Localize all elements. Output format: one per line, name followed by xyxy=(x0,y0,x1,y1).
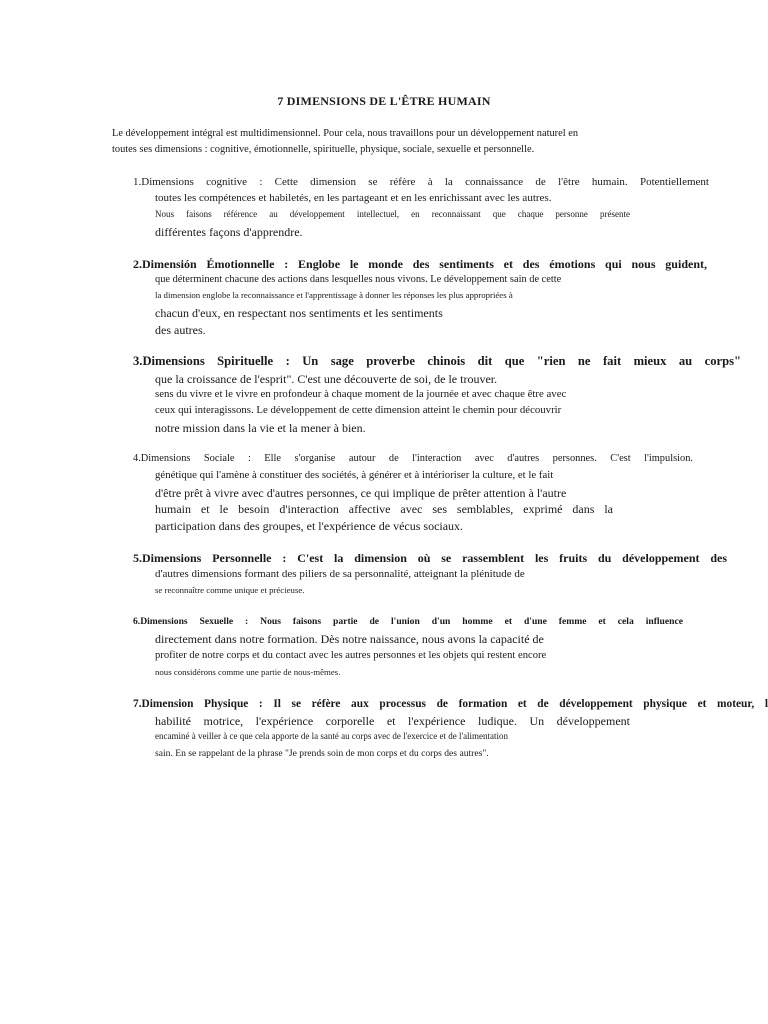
section-line: que la croissance de l'esprit". C'est une découverte de soi, de le trouver. xyxy=(155,372,498,386)
section-line: encaminé à veiller à ce que cela apporte de la santé au corps avec de l'exercice et de l'alimentation xyxy=(155,731,509,741)
section-line: que déterminent chacune des actions dans lesquelles nous vivons. Le développement sain de cette xyxy=(155,274,562,285)
section-line: participation dans des groupes, et l'expérience de vécus sociaux. xyxy=(155,519,464,533)
section-line: notre mission dans la vie et la mener à bien. xyxy=(155,421,366,435)
section-heading: 2.Dimensión Émotionnelle : Englobe le monde des sentiments et des émotions qui nous guident, xyxy=(133,257,707,271)
section-line: habilité motrice, l'expérience corporelle et l'expérience ludique. Un développement xyxy=(155,714,630,728)
section-line: la dimension englobe la reconnaissance et l'apprentissage à donner les réponses les plus appropriées à xyxy=(155,290,513,300)
section-line: différentes façons d'apprendre. xyxy=(155,225,303,239)
section-line: génétique qui l'amène à constituer des sociétés, à générer et à intérioriser la culture, et le fait xyxy=(155,469,554,481)
section-line: directement dans notre formation. Dès notre naissance, nous avons la capacité de xyxy=(155,632,544,646)
section-line: toutes les compétences et habiletés, en les partageant et en les enrichissant avec les autres. xyxy=(155,192,552,204)
section-heading: 3.Dimensions Spirituelle : Un sage proverbe chinois dit que "rien ne fait mieux au corps" xyxy=(133,354,741,368)
section-heading: 7.Dimension Physique : Il se réfère aux processus de formation et de développement physique et moteur, l xyxy=(133,698,768,710)
section-heading: 1.Dimensions cognitive : Cette dimension se réfère à la connaissance de l'être humain. Potentiellement xyxy=(133,176,709,188)
section-line: se reconnaître comme unique et précieuse. xyxy=(155,585,305,595)
section-line: Nous faisons référence au développement intellectuel, en reconnaissant que chaque personne présente xyxy=(155,209,630,219)
section-line: chacun d'eux, en respectant nos sentiments et les sentiments xyxy=(155,306,443,320)
section-heading: 4.Dimensions Sociale : Elle s'organise autour de l'interaction avec d'autres personnes. C'est l'impulsion. xyxy=(133,453,693,464)
section-heading: 5.Dimensions Personnelle : C'est la dimension où se rassemblent les fruits du développement des xyxy=(133,551,727,565)
intro-paragraph xyxy=(112,126,578,158)
intro-line: Le développement intégral est multidimensionnel. Pour cela, nous travaillons pour un développement naturel en xyxy=(112,128,579,139)
section-line: sens du vivre et le vivre en profondeur à chaque moment de la journée et avec chaque être avec xyxy=(155,388,567,400)
section-line: d'autres dimensions formant des piliers de sa personnalité, atteignant la plénitude de xyxy=(155,568,525,580)
section-line: nous considérons comme une partie de nous-mêmes. xyxy=(155,667,341,677)
section-line: humain et le besoin d'interaction affective avec ses semblables, exprimé dans la xyxy=(155,502,613,516)
section-line: ceux qui interagissons. Le développement de cette dimension atteint le chemin pour découvrir xyxy=(155,404,562,416)
intro-line: toutes ses dimensions : cognitive, émotionnelle, spirituelle, physique, sociale, sexuelle et personnelle. xyxy=(112,144,535,155)
section-line: des autres. xyxy=(155,323,206,337)
section-line: d'être prêt à vivre avec d'autres personnes, ce qui implique de prêter attention à l'autre xyxy=(155,486,567,500)
section-line: sain. En se rappelant de la phrase "Je prends soin de mon corps et du corps des autres". xyxy=(155,748,489,759)
section-heading: 6.Dimensions Sexuelle : Nous faisons partie de l'union d'un homme et d'une femme et cela influence xyxy=(133,616,683,627)
page-title: 7 DIMENSIONS DE L'ÊTRE HUMAIN xyxy=(277,94,491,108)
section-line: profiter de notre corps et du contact avec les autres personnes et les objets qui restent encore xyxy=(155,650,547,661)
